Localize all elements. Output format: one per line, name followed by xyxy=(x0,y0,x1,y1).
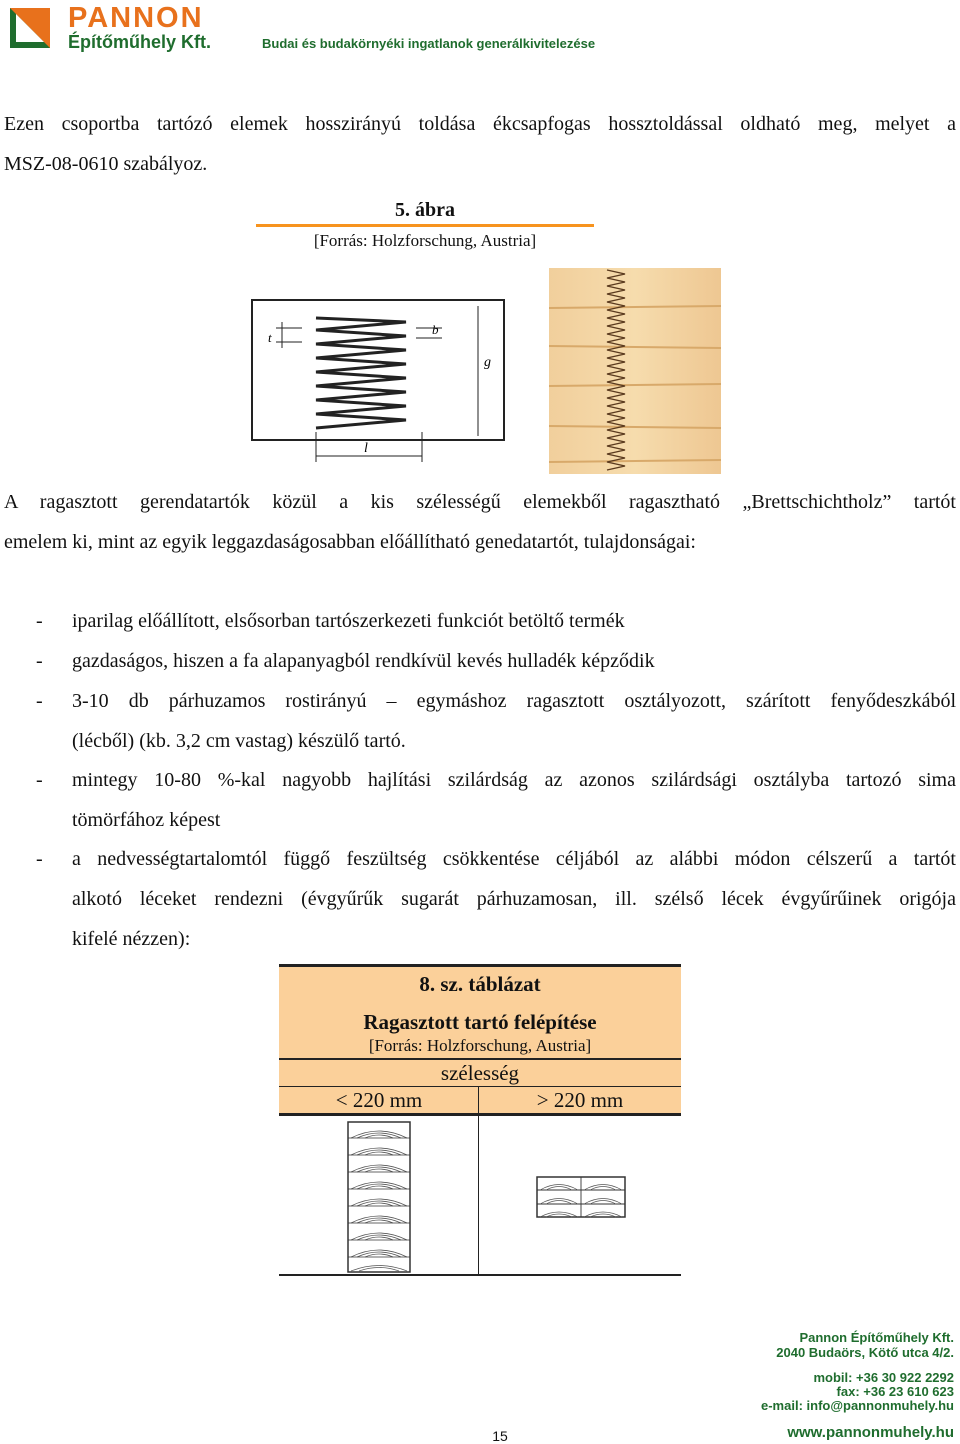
figure-source: [Forrás: Holzforschung, Austria] xyxy=(313,231,537,250)
bullet-5-line-2: alkotó léceket rendezni (évgyűrűk sugarát párhuzamosan, ill. szélső lécek évgyűrűinek origója xyxy=(72,888,956,910)
bullet-1-line-1: iparilag előállított, elsősorban tartószerkezeti funkciót betöltő termék xyxy=(72,610,625,632)
table-group-header: szélesség xyxy=(440,1061,520,1085)
table-source: [Forrás: Holzforschung, Austria] xyxy=(368,1036,592,1055)
bullet-dash: - xyxy=(36,690,43,712)
finger-joint-wood-photo xyxy=(549,268,721,474)
footer-email: e-mail: info@pannonmuhely.hu xyxy=(761,1398,954,1413)
brand-subtitle: Építőműhely Kft. xyxy=(68,32,211,52)
col-header-left: < 220 mm xyxy=(335,1088,423,1112)
footer-fax: fax: +36 23 610 623 xyxy=(836,1384,954,1399)
table-8 xyxy=(279,964,681,1276)
glulam-wide-section xyxy=(536,1176,626,1218)
bullet-4-line-1: mintegy 10-80 %-kal nagyobb hajlítási szilárdság az azonos szilárdsági osztályba tartozó sima xyxy=(72,769,956,791)
bullet-5-line-1: a nedvességtartalomtól függő feszültség csökkentése céljából az alábbi módon célszerű a tartót xyxy=(72,848,956,870)
bullet-dash: - xyxy=(36,610,43,632)
finger-joint-drawing xyxy=(246,292,514,468)
footer-company: Pannon Építőműhely Kft. xyxy=(799,1330,954,1345)
dim-label-l: l xyxy=(364,441,368,456)
table-col-divider xyxy=(478,1087,479,1276)
footer-mobile: mobil: +36 30 922 2292 xyxy=(813,1370,954,1385)
table-rule xyxy=(279,1086,681,1087)
brand-name: PANNON xyxy=(68,2,204,34)
logo-icon xyxy=(8,6,52,50)
table-number: 8. sz. táblázat xyxy=(419,972,541,996)
figure-title: 5. ábra xyxy=(395,199,455,221)
table-rule xyxy=(279,1113,681,1116)
bullet-dash: - xyxy=(36,848,43,870)
header-tagline: Budai és budakörnyéki ingatlanok generálkivitelezése xyxy=(262,36,596,51)
figure-title-rule xyxy=(256,224,594,227)
bullet-3-line-1: 3-10 db párhuzamos rostirányú – egymáshoz ragasztott osztályozott, szárított fenyődeszkából xyxy=(72,690,956,712)
footer-web: www.pannonmuhely.hu xyxy=(787,1424,954,1441)
page-number: 15 xyxy=(492,1428,508,1444)
para2-line-2: emelem ki, mint az egyik leggazdaságosabban előállítható genedatartót, tulajdonságai: xyxy=(4,531,696,553)
dim-label-b: b xyxy=(432,322,439,337)
table-title: Ragasztott tartó felépítése xyxy=(363,1010,597,1034)
dim-label-g: g xyxy=(484,355,491,370)
bullet-dash: - xyxy=(36,650,43,672)
intro-line-2: MSZ-08-0610 szabályoz. xyxy=(4,153,208,175)
dim-label-t: t xyxy=(268,330,272,345)
bullet-2-line-1: gazdaságos, hiszen a fa alapanyagból rendkívül kevés hulladék képződik xyxy=(72,650,655,672)
footer-address: 2040 Budaörs, Kötő utca 4/2. xyxy=(776,1345,954,1360)
col-header-right: > 220 mm xyxy=(536,1088,624,1112)
intro-line-1: Ezen csoportba tartózó elemek hosszirányú toldása ékcsapfogas hossztoldással oldható meg, melyet a xyxy=(4,113,956,135)
table-bottom-rule xyxy=(279,1274,681,1276)
bullet-3-line-2: (lécből) (kb. 3,2 cm vastag) készülő tartó. xyxy=(72,730,406,752)
glulam-narrow-section xyxy=(347,1121,411,1273)
bullet-5-line-3: kifelé nézzen): xyxy=(72,928,191,950)
table-rule xyxy=(279,1058,681,1060)
bullet-dash: - xyxy=(36,769,43,791)
bullet-4-line-2: tömörfához képest xyxy=(72,809,221,831)
para2-line-1: A ragasztott gerendatartók közül a kis szélességű elemekből ragasztható „Brettschichtholz” tartót xyxy=(4,491,956,513)
